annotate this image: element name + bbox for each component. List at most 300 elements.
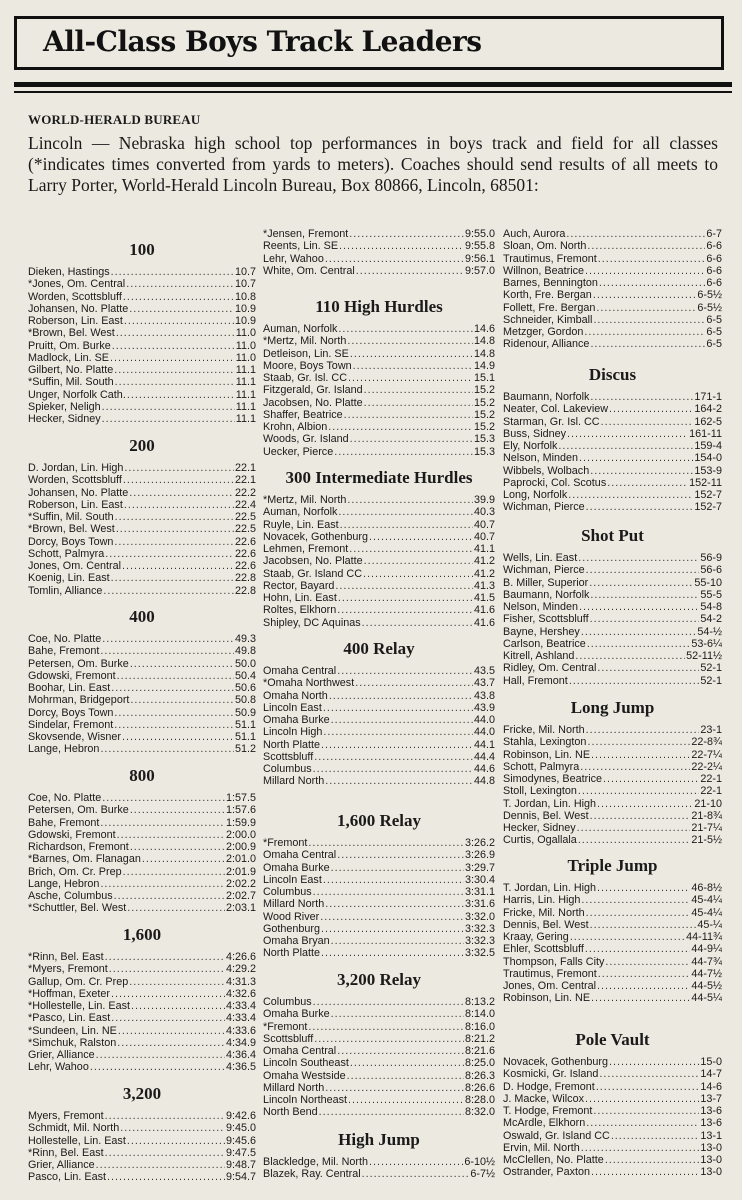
mark-value: 11.0: [235, 327, 256, 340]
result-row: [263, 947, 495, 959]
athlete-name: *Fremont: [263, 837, 308, 849]
athlete-name: White, Om. Central: [263, 264, 355, 277]
athlete-name: Roberson, Lin. East: [28, 498, 123, 511]
athlete-name: Millard North: [263, 1081, 325, 1094]
athlete-name: Shaffer, Beatrice: [263, 408, 343, 421]
result-row: [503, 1117, 722, 1129]
mark-value: 8:26.6: [464, 1081, 495, 1094]
mark-value: 15.3: [473, 445, 495, 458]
event-title: 1,600 Relay: [336, 811, 422, 830]
event-title: 110 High Hurdles: [315, 297, 443, 316]
athlete-name: Unger, Norfolk Cath.: [28, 388, 126, 401]
athlete-name: Dennis, Bel. West: [503, 918, 589, 931]
athlete-name: Worden, Scottsbluff: [28, 290, 122, 303]
dot-leader: [347, 1070, 464, 1082]
dot-leader: [114, 536, 234, 548]
mark-value: 41.2: [473, 555, 495, 568]
athlete-name: *Rinn, Bel. East: [28, 951, 104, 963]
athlete-name: Grier, Alliance: [28, 1159, 95, 1171]
athlete-name: T. Jordan, Lin. High: [503, 882, 597, 894]
dot-leader: [578, 785, 700, 797]
athlete-name: Jacobsen, No. Platte: [263, 555, 363, 568]
result-row: [263, 568, 495, 580]
result-row: [263, 323, 495, 335]
mark-value: 6-6: [706, 264, 722, 277]
dot-leader: [126, 278, 234, 290]
athlete-name: Schott, Palmyra: [28, 547, 105, 560]
dot-leader: [142, 853, 225, 865]
athlete-name: Brich, Om. Cr. Prep: [28, 865, 122, 878]
dot-leader: [102, 413, 235, 425]
mark-value: 3:32.3: [464, 935, 495, 947]
mark-value: 22-1: [700, 785, 722, 798]
dot-leader: [96, 1049, 225, 1061]
result-row: [503, 822, 722, 834]
athlete-name: *Mertz, Mil. North: [263, 335, 347, 348]
dot-leader: [349, 543, 473, 555]
dot-leader: [350, 1057, 464, 1069]
dot-leader: [591, 992, 690, 1004]
dot-leader: [611, 1130, 700, 1142]
mark-value: 3:29.7: [464, 861, 495, 874]
result-row: [503, 403, 722, 415]
result-row: [503, 326, 722, 338]
mark-value: 44.1: [473, 738, 495, 751]
athlete-name: Novacek, Gothenburg: [503, 1056, 609, 1068]
athlete-name: Richardson, Fremont: [28, 841, 129, 853]
result-row: [263, 1168, 495, 1180]
athlete-name: Sloan, Om. North: [503, 240, 587, 253]
dot-leader: [566, 228, 705, 240]
athlete-name: Schmidt, Mil. North: [28, 1122, 120, 1135]
dot-leader: [587, 638, 691, 650]
mark-value: 9:45.0: [225, 1122, 256, 1135]
result-row: [503, 289, 722, 301]
result-row: [263, 433, 495, 445]
result-row: [28, 1110, 256, 1122]
athlete-name: Lange, Hebron: [28, 743, 100, 756]
athlete-name: Mohrman, Bridgeport: [28, 694, 130, 707]
athlete-name: *Fremont: [263, 1020, 308, 1033]
athlete-name: Hollestelle, Lin. East: [28, 1134, 126, 1147]
mark-value: 54-2: [700, 613, 722, 626]
mark-value: 10.7: [234, 266, 256, 278]
athlete-name: Dorcy, Boys Town: [28, 706, 114, 719]
athlete-name: Coe, No. Platte: [28, 633, 102, 645]
athlete-name: Fitzgerald, Gr. Island: [263, 384, 363, 397]
mark-value: 8:28.0: [464, 1094, 495, 1106]
event-title: 100: [129, 240, 155, 259]
result-row: [263, 409, 495, 421]
result-row: [28, 548, 256, 560]
mark-value: 4:29.2: [225, 963, 256, 976]
dot-leader: [596, 1081, 700, 1093]
result-row: [503, 785, 722, 797]
dot-leader: [590, 919, 697, 931]
mark-value: 15.2: [473, 396, 495, 409]
dot-leader: [122, 731, 234, 743]
athlete-name: Omaha Central: [263, 1045, 337, 1057]
dot-leader: [591, 749, 690, 761]
athlete-name: Long, Norfolk: [503, 489, 568, 501]
result-row: [503, 761, 722, 773]
dot-leader: [581, 626, 697, 638]
result-row: [263, 751, 495, 763]
headline-box: [14, 16, 724, 70]
result-row: [503, 391, 722, 403]
dot-leader: [90, 1061, 225, 1073]
mark-value: 52-1: [700, 674, 722, 687]
result-row: [263, 849, 495, 861]
mark-value: 44.0: [473, 726, 495, 739]
result-row: [28, 731, 256, 743]
mark-value: 44.0: [473, 714, 495, 726]
dot-leader: [597, 882, 690, 894]
thin-rule: [14, 91, 732, 93]
athlete-name: T. Hodge, Fremont: [503, 1105, 593, 1117]
athlete-name: Omaha Central: [263, 665, 337, 677]
athlete-name: Krohn, Albion: [263, 421, 328, 433]
dot-leader: [124, 499, 234, 511]
athlete-name: Wells, Lin. East: [503, 552, 578, 564]
mark-value: 6-6: [706, 252, 722, 265]
dot-leader: [350, 433, 473, 445]
result-row: [503, 1105, 722, 1117]
athlete-name: Moore, Boys Town: [263, 359, 352, 372]
result-row: [28, 523, 256, 535]
mark-value: 22.8: [234, 572, 256, 585]
result-row: [263, 555, 495, 567]
athlete-name: Pasco, Lin. East: [28, 1171, 107, 1184]
result-row: [503, 810, 722, 822]
result-row: [263, 360, 495, 372]
mark-value: 22.2: [234, 486, 256, 499]
athlete-name: Bahe, Fremont: [28, 645, 100, 658]
result-row: [503, 749, 722, 761]
result-row: [28, 389, 256, 401]
athlete-name: Omaha Burke: [263, 1008, 330, 1021]
dot-leader: [331, 862, 464, 874]
mark-value: 51.1: [234, 731, 256, 743]
dot-leader: [338, 323, 473, 335]
dot-leader: [100, 878, 225, 890]
dot-leader: [103, 585, 234, 597]
dot-leader: [601, 416, 694, 428]
athlete-name: Barnes, Bennington: [503, 277, 598, 289]
dot-leader: [117, 670, 234, 682]
athlete-name: Korth, Fre. Bergan: [503, 289, 592, 302]
athlete-name: McArdle, Elkhorn: [503, 1117, 586, 1130]
athlete-name: Fricke, Mil. North: [503, 906, 585, 919]
dot-leader: [586, 907, 691, 919]
dot-leader: [590, 338, 705, 350]
mark-value: 3:32.3: [464, 922, 495, 935]
mark-value: 3:26.2: [464, 837, 495, 849]
dot-leader: [122, 560, 234, 572]
dot-leader: [589, 577, 693, 589]
mark-value: 9:57.0: [464, 264, 495, 277]
mark-value: 13-1: [700, 1129, 722, 1142]
dot-leader: [120, 1122, 225, 1134]
mark-value: 4:31.3: [225, 975, 256, 988]
athlete-name: Millard North: [263, 775, 325, 788]
result-row: [503, 1154, 722, 1166]
dot-leader: [362, 617, 473, 629]
mark-value: 6-10½: [464, 1156, 495, 1168]
athlete-name: Koenig, Lin. East: [28, 572, 110, 585]
athlete-name: Columbus: [263, 996, 312, 1008]
dot-leader: [584, 326, 705, 338]
result-row: [503, 662, 722, 674]
result-row: [263, 617, 495, 629]
result-row: [28, 572, 256, 584]
event-title: Discus: [588, 365, 637, 384]
dot-leader: [355, 677, 473, 689]
athlete-name: Wichman, Pierce: [503, 564, 585, 577]
result-row: [28, 401, 256, 413]
result-row: [28, 303, 256, 315]
mark-value: 14-7: [700, 1068, 722, 1081]
athlete-name: Trautimus, Fremont: [503, 252, 597, 265]
dot-leader: [130, 804, 225, 816]
mark-value: 1:57.5: [225, 792, 256, 804]
dot-leader: [100, 817, 225, 829]
athlete-name: Jacobsen, No. Platte: [263, 396, 363, 409]
athlete-name: Bayne, Hershey: [503, 625, 580, 638]
dot-leader: [102, 792, 225, 804]
athlete-name: Ruyle, Lin. East: [263, 518, 339, 531]
mark-value: 41.6: [473, 604, 495, 617]
result-row: [28, 1049, 256, 1061]
mark-value: 11.1: [235, 364, 256, 376]
mark-value: 56-6: [700, 564, 722, 577]
mark-value: 51.2: [234, 743, 256, 756]
result-row: [503, 1142, 722, 1154]
dot-leader: [102, 633, 234, 645]
athlete-name: Johansen, No. Platte: [28, 486, 129, 499]
athlete-name: Lehr, Wahoo: [28, 1061, 89, 1074]
dot-leader: [599, 277, 706, 289]
dot-leader: [586, 724, 700, 736]
result-row: [28, 585, 256, 597]
mark-value: 159-4: [694, 440, 722, 452]
result-row: [263, 372, 495, 384]
mark-value: 22.6: [234, 535, 256, 548]
mark-value: 8:32.0: [464, 1106, 495, 1119]
athlete-name: McClellen, No. Platte: [503, 1154, 604, 1166]
dot-leader: [321, 923, 464, 935]
mark-value: 54-8: [700, 601, 722, 613]
result-row: [28, 1025, 256, 1037]
mark-value: 3:32.0: [464, 910, 495, 923]
mark-value: 6-5½: [697, 289, 722, 302]
athlete-name: Lehmen, Fremont: [263, 543, 349, 555]
athlete-name: B. Miller, Superior: [503, 576, 589, 589]
mark-value: 41.2: [473, 567, 495, 580]
athlete-name: Worden, Scottsbluff: [28, 474, 122, 487]
result-row: [263, 862, 495, 874]
athlete-name: Schott, Palmyra: [503, 760, 580, 773]
athlete-name: Omaha Central: [263, 849, 337, 862]
result-row: [263, 739, 495, 751]
athlete-name: Robinson, Lin. NE: [503, 748, 591, 761]
mark-value: 41.5: [473, 592, 495, 604]
athlete-name: Stahla, Lexington: [503, 736, 587, 749]
dot-leader: [597, 662, 699, 674]
result-row: [28, 633, 256, 645]
mark-value: 21-10: [694, 797, 722, 810]
mark-value: 40.3: [473, 506, 495, 519]
event-title: Triple Jump: [567, 856, 658, 875]
athlete-name: Hecker, Sidney: [28, 413, 101, 425]
athlete-name: Dieken, Hastings: [28, 266, 110, 278]
result-row: [263, 837, 495, 849]
athlete-name: T. Jordan, Lin. High: [503, 797, 597, 810]
result-row: [503, 1081, 722, 1093]
dot-leader: [116, 327, 235, 339]
athlete-name: Curtis, Ogallala: [503, 834, 577, 847]
dot-leader: [338, 506, 473, 518]
athlete-name: Schneider, Kimball: [503, 313, 593, 326]
athlete-name: Neater, Col. Lakeview: [503, 403, 609, 416]
result-row: [503, 968, 722, 980]
dot-leader: [115, 376, 235, 388]
result-row: [503, 265, 722, 277]
mark-value: 11.0: [235, 339, 256, 352]
dot-leader: [114, 719, 234, 731]
event-title: 200: [129, 436, 155, 455]
mark-value: 39.9: [473, 494, 495, 506]
athlete-name: Carlson, Beatrice: [503, 637, 586, 650]
mark-value: 10.8: [234, 290, 256, 303]
result-row: [263, 240, 495, 252]
dot-leader: [130, 841, 225, 853]
result-row: [28, 462, 256, 474]
result-row: [503, 773, 722, 785]
dot-leader: [337, 1045, 464, 1057]
dot-leader: [105, 548, 234, 560]
mark-value: 171-1: [694, 391, 722, 403]
mark-value: 11.0: [235, 351, 256, 364]
result-row: [263, 702, 495, 714]
athlete-name: *Omaha Northwest: [263, 677, 355, 690]
athlete-name: *Sundeen, Lin. NE: [28, 1024, 117, 1037]
result-row: [28, 560, 256, 572]
mark-value: 9:55.0: [464, 228, 495, 240]
athlete-name: Asche, Columbus: [28, 890, 113, 902]
dot-leader: [362, 1168, 470, 1180]
result-row: [503, 277, 722, 289]
mark-value: 8:26.3: [464, 1069, 495, 1082]
athlete-name: Blackledge, Mil. North: [263, 1156, 369, 1168]
athlete-name: *Suffin, Mil. South: [28, 376, 114, 389]
dot-leader: [364, 555, 473, 567]
mark-value: 22-8¾: [691, 736, 722, 749]
athlete-name: Robinson, Lin. NE: [503, 992, 591, 1005]
dot-leader: [115, 511, 234, 523]
athlete-name: Scottsbluff: [263, 750, 314, 763]
mark-value: 15.2: [473, 408, 495, 421]
mark-value: 45-4¼: [691, 906, 722, 919]
result-row: [263, 531, 495, 543]
result-row: [28, 1037, 256, 1049]
athlete-name: Ridley, Om. Central: [503, 662, 597, 675]
mark-value: 4:33.4: [225, 1012, 256, 1025]
mark-value: 9:45.6: [225, 1134, 256, 1147]
result-row: [28, 707, 256, 719]
result-row: [263, 494, 495, 506]
athlete-name: Gilbert, No. Platte: [28, 364, 114, 376]
result-row: [263, 543, 495, 555]
athlete-name: Lincoln Northeast: [263, 1094, 348, 1106]
dot-leader: [114, 364, 235, 376]
result-row: [28, 866, 256, 878]
result-row: [28, 878, 256, 890]
athlete-name: Johansen, No. Platte: [28, 302, 129, 315]
athlete-name: Staab, Gr. Isl. CC: [263, 372, 348, 384]
athlete-name: Follett, Fre. Bergan: [503, 301, 596, 314]
mark-value: 2:03.1: [225, 902, 256, 915]
result-row: [263, 1106, 495, 1118]
mark-value: 22.5: [234, 523, 256, 536]
mark-value: 14.8: [473, 335, 495, 348]
mark-value: 41.1: [473, 543, 495, 555]
athlete-name: Pruitt, Om. Burke: [28, 339, 111, 352]
athlete-name: *Pasco, Lin. East: [28, 1012, 111, 1025]
dot-leader: [364, 397, 473, 409]
result-row: [28, 278, 256, 290]
mark-value: 152-7: [694, 489, 722, 501]
mark-value: 23-1: [700, 724, 722, 736]
dot-leader: [605, 1154, 700, 1166]
heavy-rule: [14, 82, 732, 87]
dot-leader: [323, 702, 473, 714]
mark-value: 6-5: [706, 338, 722, 351]
result-row: [503, 882, 722, 894]
mark-value: 45-4¼: [691, 894, 722, 907]
result-row: [28, 352, 256, 364]
dot-leader: [591, 1166, 699, 1178]
dot-leader: [337, 604, 473, 616]
mark-value: 9:47.5: [225, 1146, 256, 1159]
result-row: [503, 626, 722, 638]
result-row: [28, 804, 256, 816]
athlete-name: Gothenburg: [263, 922, 321, 935]
dot-leader: [339, 240, 464, 252]
dot-leader: [597, 798, 693, 810]
mark-value: 13-0: [700, 1166, 722, 1179]
dot-leader: [129, 976, 225, 988]
mark-value: 22-2¼: [691, 760, 722, 773]
event-title: Long Jump: [570, 698, 655, 717]
result-row: [263, 690, 495, 702]
mark-value: 40.7: [473, 530, 495, 543]
mark-value: 43.7: [473, 677, 495, 690]
mark-value: 22.8: [234, 584, 256, 597]
athlete-name: Lincoln High: [263, 726, 323, 739]
mark-value: 49.8: [234, 645, 256, 658]
result-row: [503, 452, 722, 464]
mark-value: 14-6: [700, 1080, 722, 1093]
dot-leader: [586, 1117, 699, 1129]
dot-leader: [325, 898, 464, 910]
result-row: [263, 335, 495, 347]
result-row: [28, 1061, 256, 1073]
result-row: [503, 1166, 722, 1178]
dot-leader: [593, 289, 697, 301]
athlete-name: *Brown, Bel. West: [28, 523, 115, 536]
dot-leader: [127, 1135, 225, 1147]
